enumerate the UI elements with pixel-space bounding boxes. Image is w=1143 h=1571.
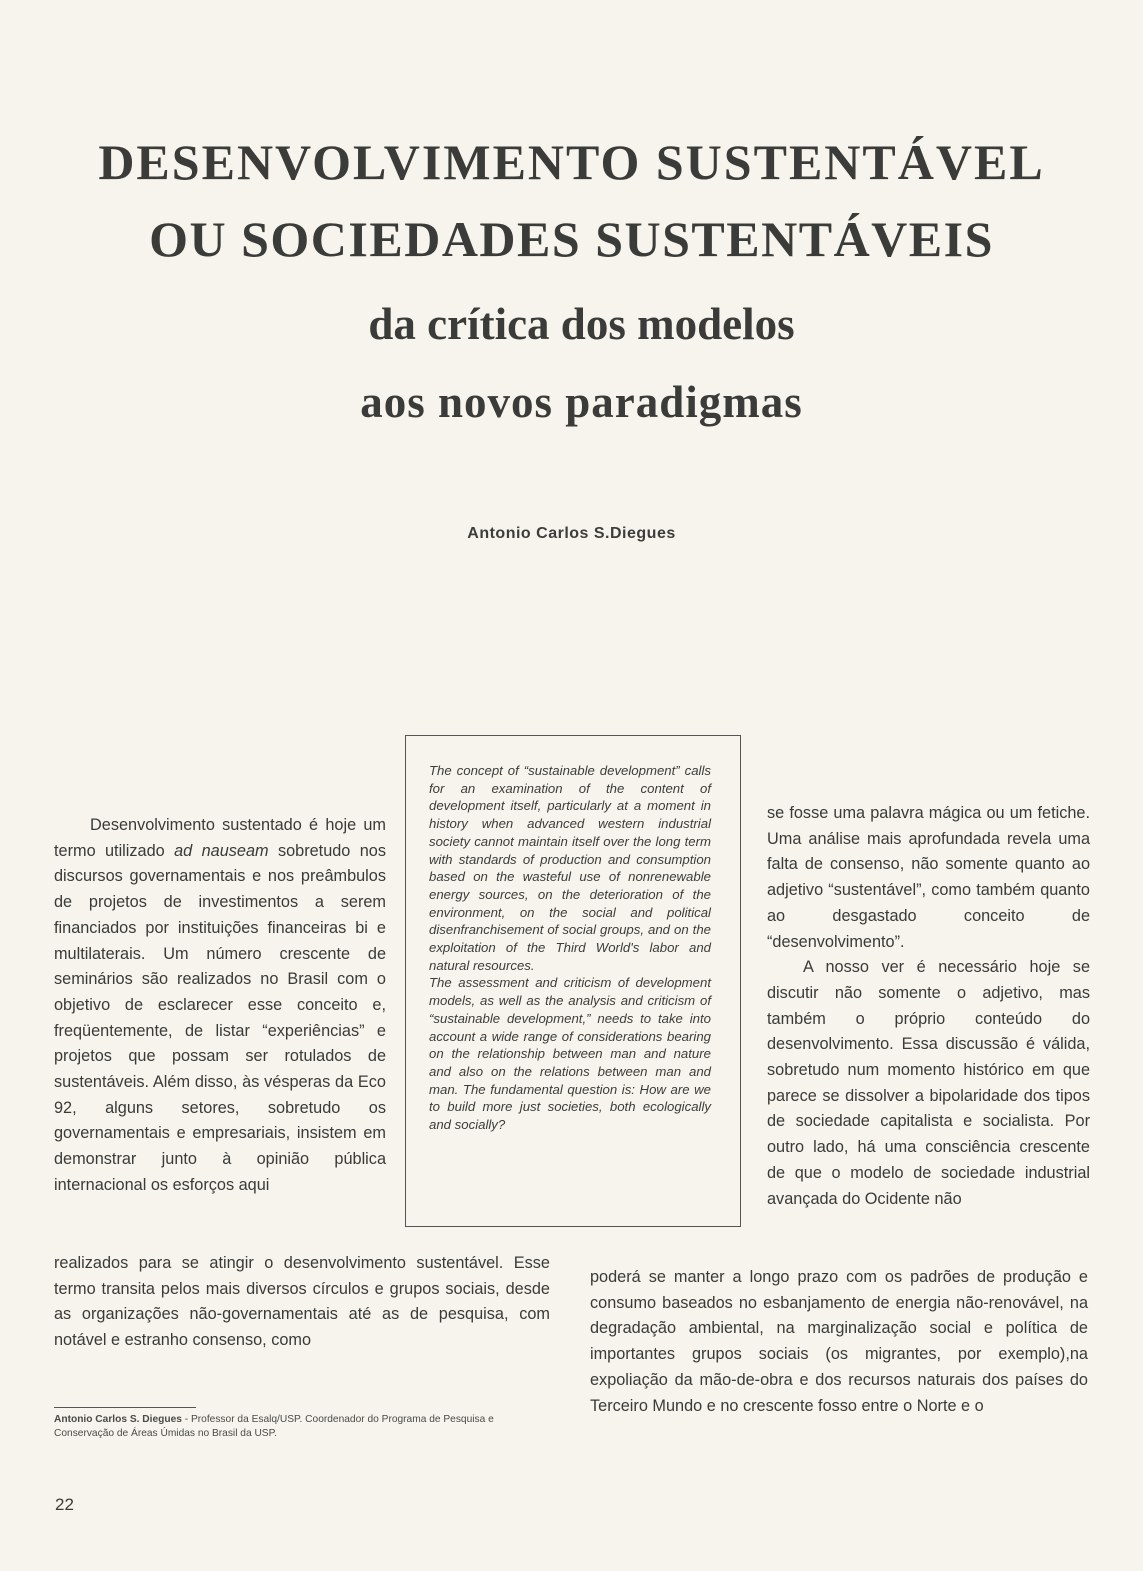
- intro-paragraph: [54, 813, 386, 1199]
- abstract-paragraph-2: The assessment and criticism of development models, as well as the analysis and criticism of “sustainable development,” needs to take into account a wide range of considerations bearing on the relationship between man and nature and also on the relations between man and man. The fundamental question is: How are we to build more just societies, both ecologically and socially?: [429, 975, 711, 1133]
- right-column-top: [767, 801, 1090, 1212]
- footnote-author: Antonio Carlos S. Diegues: [54, 1414, 182, 1425]
- footnote: [54, 1413, 554, 1440]
- right-column-bottom: [590, 1265, 1088, 1419]
- left-column-top: [54, 813, 386, 1199]
- abstract-paragraph-1: The concept of “sustainable development” calls for an examination of the content of development itself, particularly at a moment in history when advanced western industrial society cannot maintain itself over the long term with standards of production and consumption based on the wasteful use of nonrenewable energy sources, on the deterioration of the environment, on the social and political disenfranchisement of social groups, and on the exploitation of the Third World's labor and natural resources.: [429, 763, 711, 973]
- page-number: 22: [55, 1495, 74, 1514]
- subtitle-line-2: aos novos paradigmas: [360, 377, 803, 427]
- intro-text-2: sobretudo nos discursos governamentais e nos preâmbulos de projetos de investimentos a serem financiados por instituições financeiras bi e multilaterais. Um número crescente de seminários são realizados no Brasil com o objetivo de esclarecer esse conceito e, freqüentemente, de listar “experiências” e projetos que possam ser rotulados de sustentáveis. Além disso, às vésperas da Eco 92, alguns setores, sobretudo os governamentais e empresariais, insistem em demonstrar junto à opinião pública internacional os esforços aqui: [54, 841, 386, 1194]
- right-paragraph-2: A nosso ver é necessário hoje se discutir não somente o adjetivo, mas também o próprio conteúdo do desenvolvimento. Essa discussão é válida, sobretudo num momento histórico em que parece se dissolver a bipolaridade dos tipos de sociedade capitalista e socialista. Por outro lado, há uma consciência crescente de que o modelo de sociedade industrial avançada do Ocidente não: [767, 958, 1090, 1208]
- left-bottom-text: realizados para se atingir o desenvolvimento sustentável. Esse termo transita pelos mais diversos círculos e grupos sociais, desde as organizações não-governamentais até as de pesquisa, com notável e estranho consenso, como: [54, 1254, 550, 1350]
- left-column-bottom: [54, 1251, 550, 1354]
- right-paragraph-1: se fosse uma palavra mágica ou um fetiche. Uma análise mais aprofundada revela uma falta de consenso, não somente quanto ao adjetivo “sustentável”, como também quanto ao desgastado conceito de “desenvolvimento”.: [767, 804, 1090, 951]
- intro-text-1: Desenvolvimento sustentado é hoje um termo utilizado: [54, 816, 386, 860]
- abstract: [429, 762, 711, 1134]
- intro-italic-term: ad nauseam: [174, 841, 269, 860]
- title-line-2: OU SOCIEDADES SUSTENTÁVEIS: [149, 211, 994, 267]
- author-name: Antonio Carlos S.Diegues: [467, 525, 676, 542]
- right-bottom-text: poderá se manter a longo prazo com os padrões de produção e consumo baseados no esbanjamento de energia não-renovável, na degradação ambiental, na marginalização social e política de importantes grupos sociais (os migrantes, por exemplo),na expoliação da mão-de-obra e dos recursos naturais dos países do Terceiro Mundo e no crescente fosso entre o Norte e o: [590, 1268, 1088, 1415]
- footnote-divider: [54, 1407, 196, 1408]
- subtitle-line-1: da crítica dos modelos: [368, 299, 795, 349]
- title-line-1: DESENVOLVIMENTO SUSTENTÁVEL: [98, 134, 1045, 190]
- footnote-text: - Professor da Esalq/USP. Coordenador do Programa de Pesquisa e Conservação de Áreas Úmidas no Brasil da USP.: [54, 1414, 494, 1439]
